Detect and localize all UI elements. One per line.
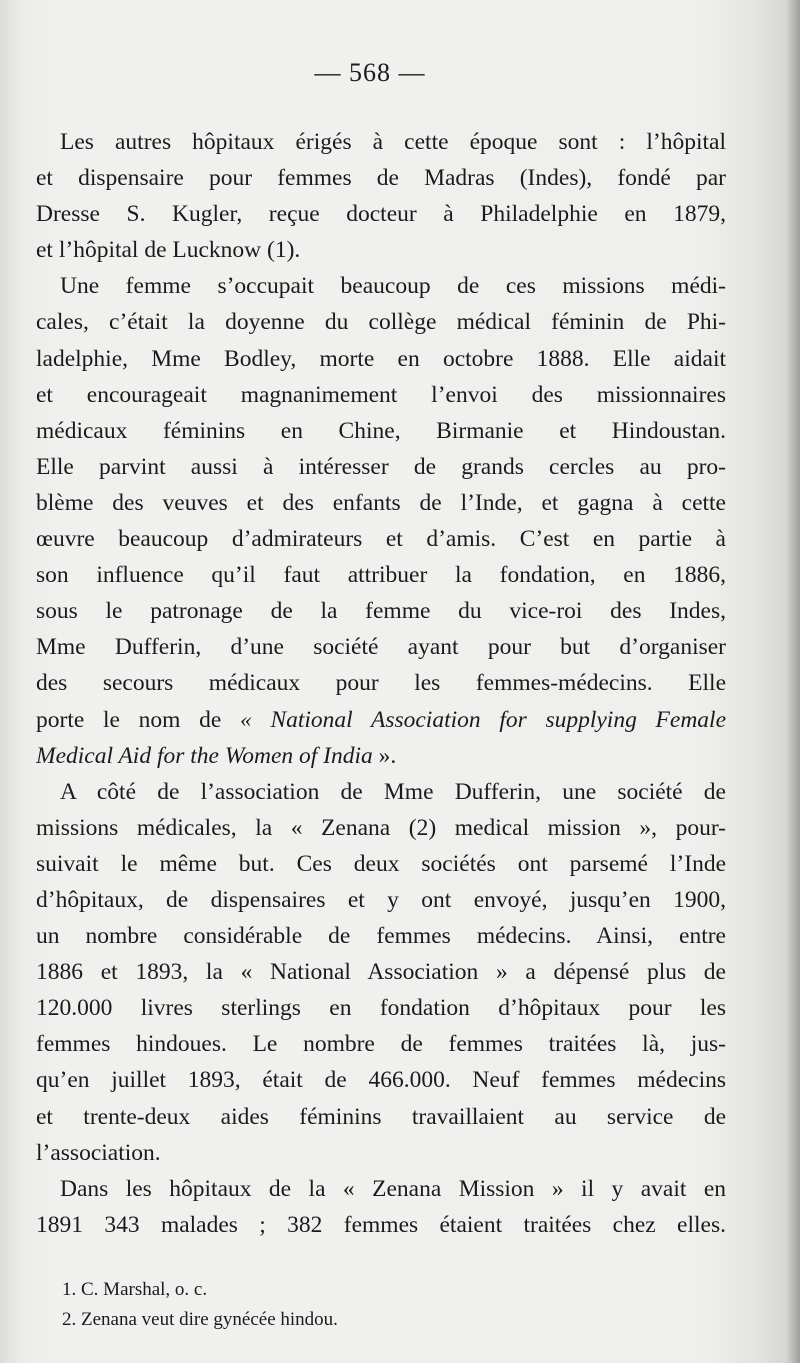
association-name-italic: « National Association for supplying Female xyxy=(240,706,726,733)
text-line: 120.000 livres sterlings en fondation d’hôpitaux pour les xyxy=(36,995,726,1022)
text-line: et l’hôpital de Lucknow (1). xyxy=(36,237,301,264)
text-line: Mme Dufferin, d’une société ayant pour but d’organiser xyxy=(36,634,726,661)
text-line: ladelphie, Mme Bodley, morte en octobre 1888. Elle aidait xyxy=(36,345,726,372)
text-line: et encourageait magnanimement l’envoi des missionnaires xyxy=(36,381,726,408)
page-edge-shadow xyxy=(786,0,800,1363)
text-line: missions médicales, la « Zenana (2) medical mission », pour- xyxy=(36,814,726,841)
text-line: Les autres hôpitaux érigés à cette époque sont : l’hôpital xyxy=(60,129,726,155)
text-line: et trente-deux aides féminins travaillaient au service de xyxy=(36,1103,726,1130)
text-line: Dans les hôpitaux de la « Zenana Mission » il y avait en xyxy=(60,1175,726,1202)
text-line: et dispensaire pour femmes de Madras (Indes), fondé par xyxy=(36,165,726,192)
text-line: Dresse S. Kugler, reçue docteur à Philadelphie en 1879, xyxy=(36,201,726,228)
text-line: cales, c’était la doyenne du collège médical féminin de Phi- xyxy=(36,309,726,336)
text-line: un nombre considérable de femmes médecins. Ainsi, entre xyxy=(36,923,726,950)
text-line: 1886 et 1893, la « National Association » a dépensé plus de xyxy=(36,959,726,986)
text-line: d’hôpitaux, de dispensaires et y ont envoyé, jusqu’en 1900, xyxy=(36,886,726,913)
text-line xyxy=(36,738,726,774)
text-line: Une femme s’occupait beaucoup de ces missions médi- xyxy=(60,273,726,300)
text-line: suivait le même but. Ces deux sociétés ont parsemé l’Inde xyxy=(36,850,726,877)
text-line: Elle parvint aussi à intéresser de grands cercles au pro- xyxy=(36,453,726,480)
footnotes xyxy=(62,1275,722,1335)
text-line: l’association. xyxy=(36,1139,161,1166)
text-line: 1891 343 malades ; 382 femmes étaient traitées chez elles. xyxy=(36,1211,726,1238)
text-line: son influence qu’il faut attribuer la fondation, en 1886, xyxy=(36,562,726,589)
text-line: œuvre beaucoup d’admirateurs et d’amis. C’est en partie à xyxy=(36,526,726,553)
text-line: A côté de l’association de Mme Dufferin, une société de xyxy=(60,778,726,805)
text-line: blème des veuves et des enfants de l’Inde, et gagna à cette xyxy=(36,489,726,516)
text-line: femmes hindoues. Le nombre de femmes traitées là, jus- xyxy=(36,1031,726,1058)
text-line: qu’en juillet 1893, était de 466.000. Neuf femmes médecins xyxy=(36,1067,726,1094)
text-segment: ». xyxy=(372,742,397,769)
footnote: 1. C. Marshal, o. c. xyxy=(62,1279,208,1300)
page-number: — 568 — xyxy=(314,58,426,87)
text-line xyxy=(36,702,726,738)
footnote: 2. Zenana veut dire gynécée hindou. xyxy=(62,1309,338,1330)
text-line: médicaux féminins en Chine, Birmanie et Hindoustan. xyxy=(36,417,726,444)
text-line: des secours médicaux pour les femmes-médecins. Elle xyxy=(36,670,726,697)
association-name-italic: Medical Aid for the Women of India xyxy=(36,742,373,769)
body-text xyxy=(36,124,726,1243)
text-segment: porte le nom de xyxy=(36,706,222,733)
text-line: sous le patronage de la femme du vice-roi des Indes, xyxy=(36,598,726,625)
